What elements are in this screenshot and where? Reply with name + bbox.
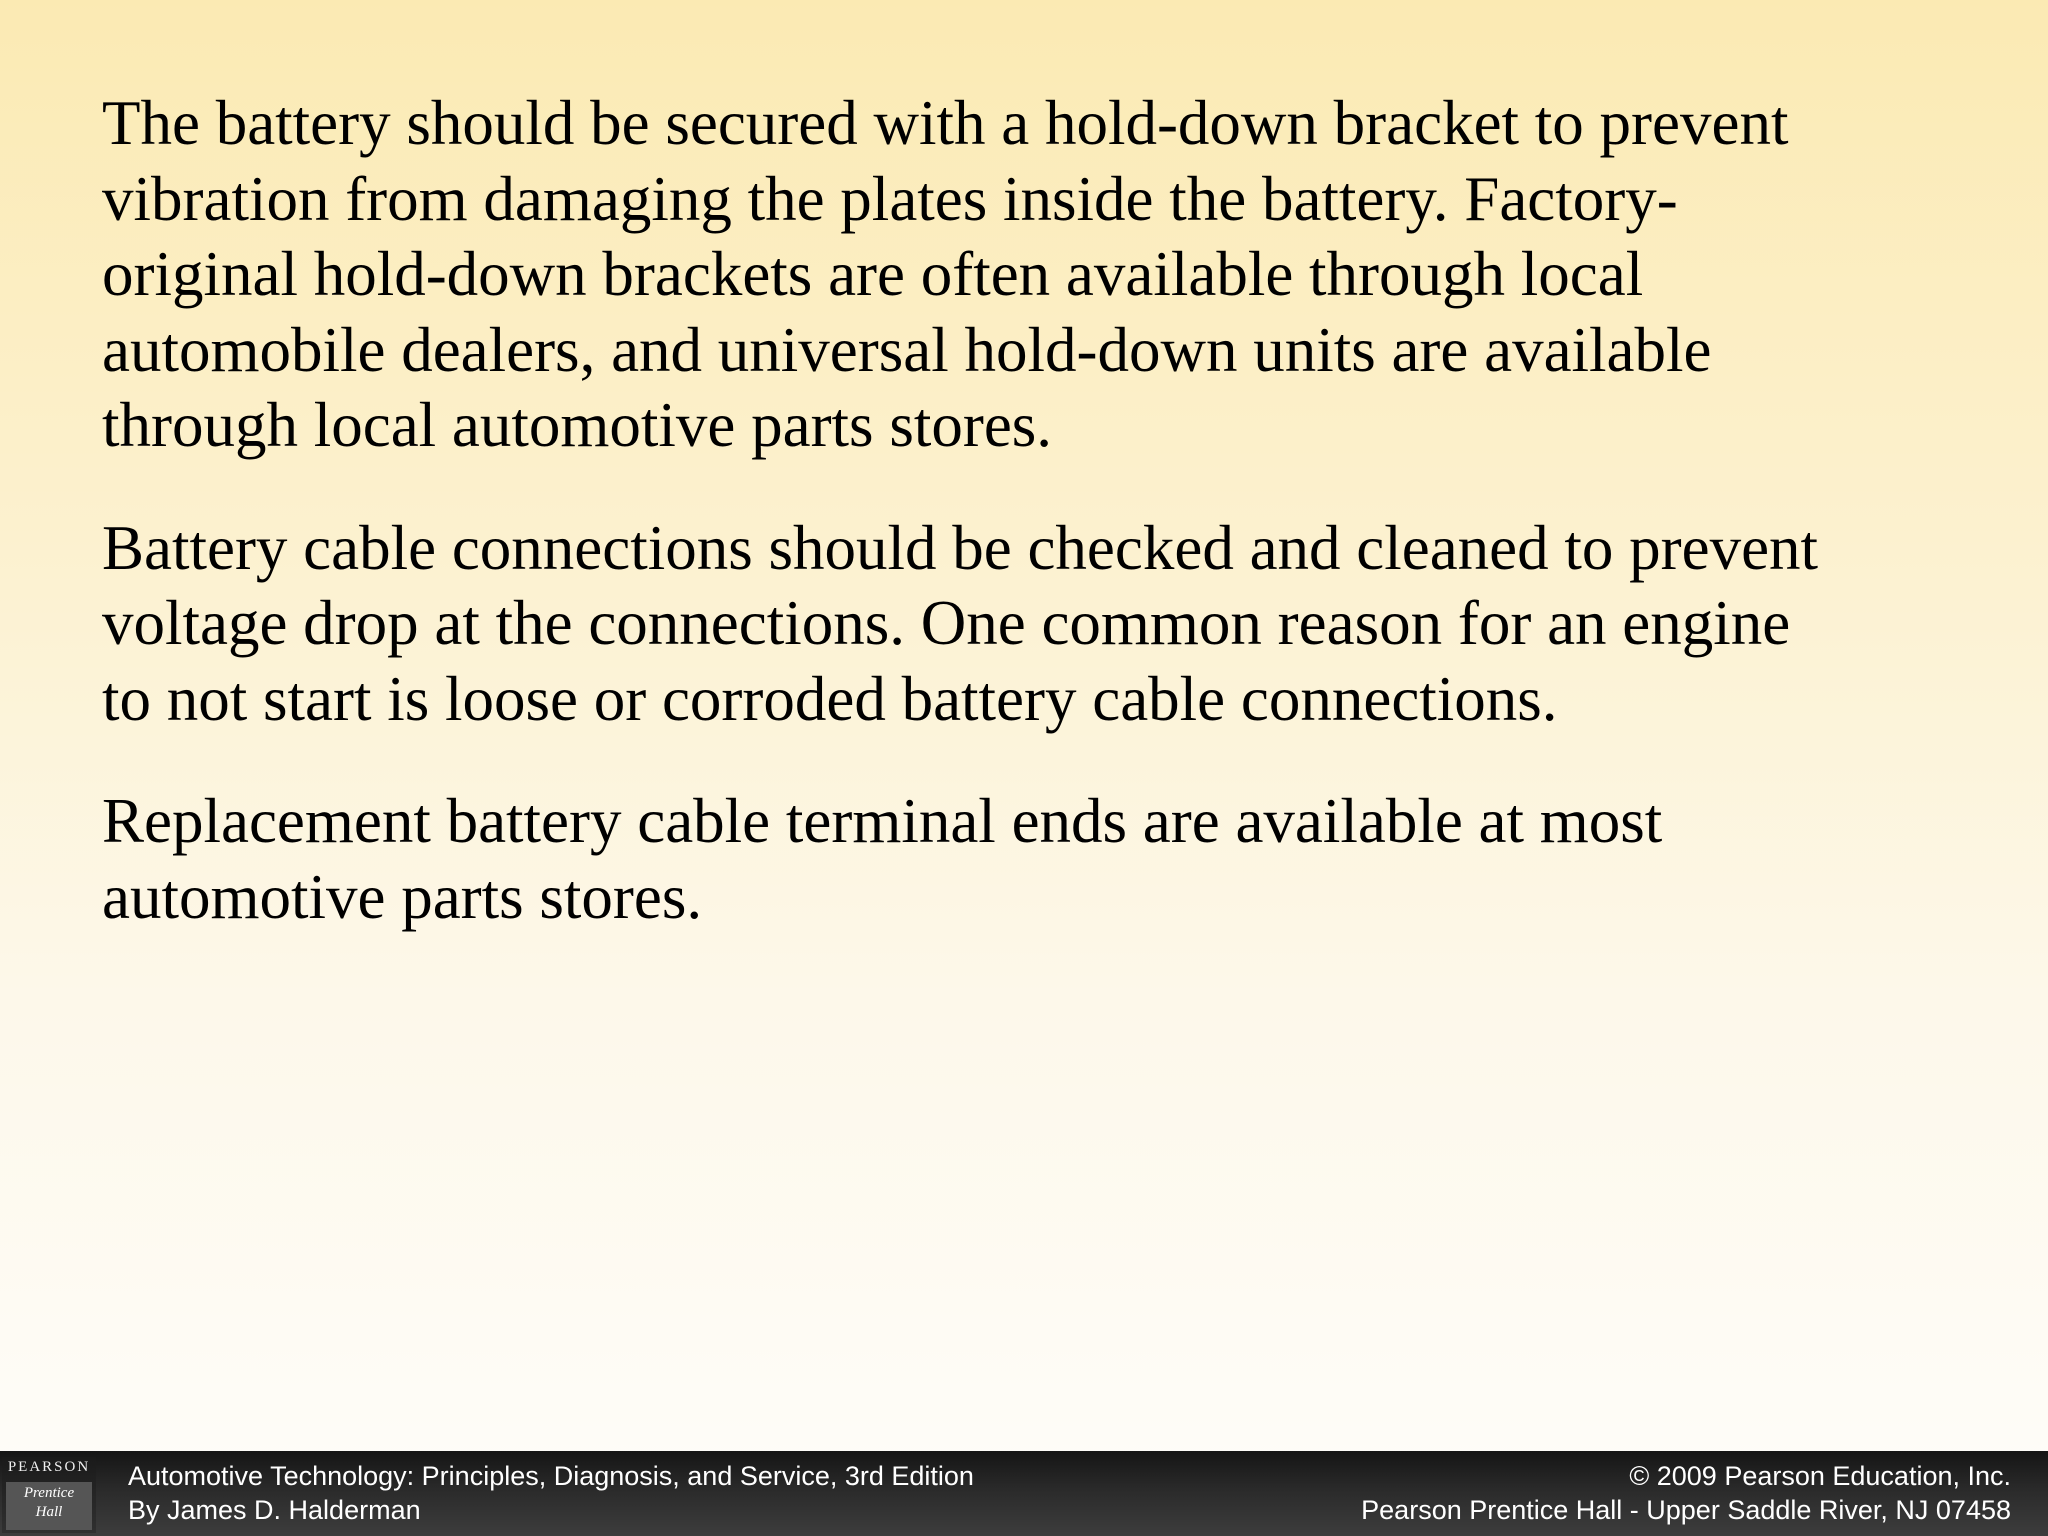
copyright-notice: © 2009 Pearson Education, Inc. (1629, 1461, 2011, 1491)
author-credit: By James D. Halderman (128, 1495, 421, 1525)
logo-brand-text: PEARSON (7, 1459, 91, 1475)
paragraph-hold-down-bracket: The battery should be secured with a hold-down bracket to prevent vibration from damaging the plates inside the battery. Factory- original hold-down brackets are often available through local automobile dealers, and universal hold-down units are available through local automotive parts stores. (102, 88, 1789, 460)
slide-body (102, 86, 2002, 982)
book-title: Automotive Technology: Principles, Diagnosis, and Service, 3rd Edition (128, 1461, 974, 1491)
logo-imprint-line-1: Prentice (23, 1485, 75, 1501)
logo-imprint-line-2: Hall (35, 1504, 63, 1520)
logo-imprint-block (6, 1482, 92, 1530)
pearson-prentice-hall-logo (2, 1457, 96, 1533)
publisher-address: Pearson Prentice Hall - Upper Saddle River, NJ 07458 (1361, 1495, 2011, 1525)
slide-footer (0, 1451, 2048, 1536)
paragraph-terminal-ends: Replacement battery cable terminal ends are available at most automotive parts stores. (102, 786, 1663, 932)
paragraph-cable-connections: Battery cable connections should be checked and cleaned to prevent voltage drop at the connections. One common reason for an engine to not start is loose or corroded battery cable connections. (102, 512, 1819, 734)
